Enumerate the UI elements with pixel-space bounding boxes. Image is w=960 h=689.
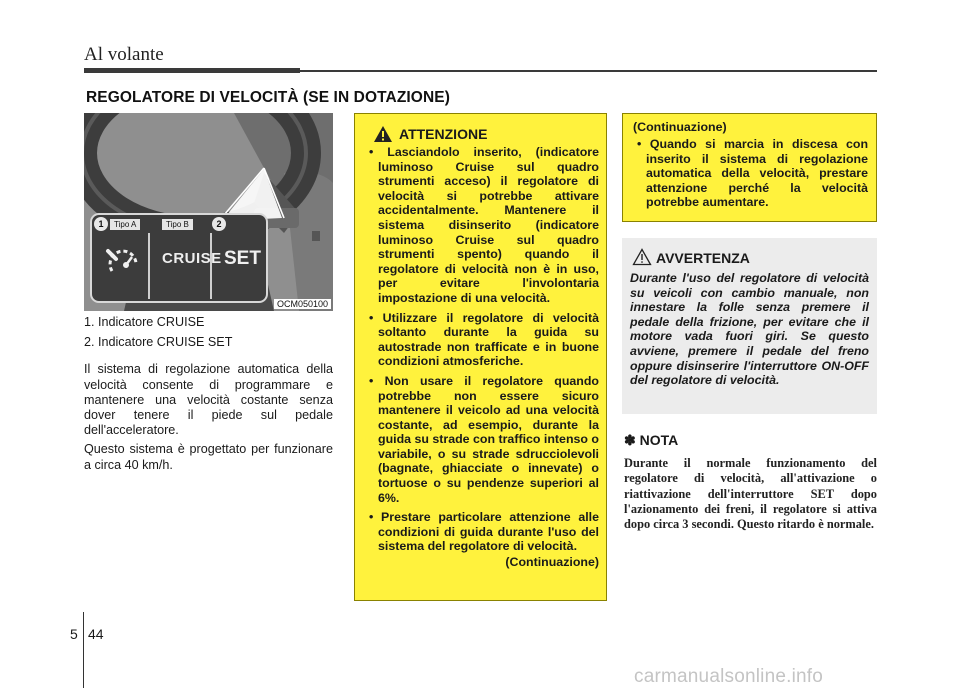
warning-triangle-icon (373, 125, 393, 143)
caution-triangle-icon (632, 248, 652, 266)
continuation-box (622, 113, 877, 222)
tipo-b-label: Tipo B (162, 219, 193, 230)
image-code: OCM050100 (274, 299, 331, 309)
continuation-item: • Quando si marcia in discesa con inserito il sistema di regolazione automatica della velocità, prestare attenzione perché la velocità potrebbe aumentare. (637, 137, 869, 210)
caption-1: 1. Indicatore CRUISE (84, 315, 205, 329)
avvertenza-title: AVVERTENZA (656, 250, 750, 266)
header-rule-thick (84, 68, 300, 73)
attenzione-item-1: • Lasciandolo inserito, (indicatore luminoso Cruise sul quadro strumenti acceso) il regolatore di velocità si potrebbe attivare accidentalmente. Mantenere il sistema disinserito (indicatore luminoso Cruise sul quadro strumenti spento) quando il regolatore di velocità non è in uso, per evitare l'involontaria impostazione di una velocità. (369, 145, 599, 305)
attenzione-item-3: • Non usare il regolatore quando potrebbe non essere sicuro mantenere il veicolo ad una velocità costante, ad esempio, durante la guida su strade con traffico intenso o variabile, o su strade sdrucciolevoli (bagnate, ghiacciate o innevate) o tortuose o su pendenze superiori al 6%. (369, 373, 600, 505)
avvertenza-header (632, 246, 869, 268)
speedometer-icon (102, 241, 142, 281)
marker-1: 1 (94, 217, 108, 231)
attenzione-box (354, 113, 607, 601)
steering-wheel-photo (84, 113, 333, 311)
avvertenza-box (622, 238, 877, 414)
left-text-column (84, 315, 333, 473)
cruise-indicator-label: CRUISE (162, 250, 222, 267)
inset-divider-1 (148, 233, 150, 299)
marker-2: 2 (212, 217, 226, 231)
attenzione-continued: (Continuazione) (505, 555, 599, 570)
attenzione-header (373, 123, 599, 145)
page-header-title: Al volante (84, 44, 164, 65)
section-number: 5 (70, 626, 78, 642)
attenzione-item-4: • Prestare particolare attenzione alle condizioni di guida durante l'uso del sistema del regolatore di velocità. (369, 510, 599, 554)
caption-2: 2. Indicatore CRUISE SET (84, 335, 233, 350)
attenzione-title: ATTENZIONE (399, 126, 488, 142)
page-number-divider (83, 612, 84, 688)
tipo-a-label: Tipo A (110, 219, 140, 230)
watermark: carmanualsonline.info (634, 666, 824, 687)
attenzione-item-2: • Utilizzare il regolatore di velocità soltanto durante la guida su autostrade non trafficate e in buone condizioni atmosferiche. (369, 310, 599, 369)
cruise-indicator-inset (90, 213, 268, 303)
continuation-label: (Continuazione) (633, 120, 727, 134)
section-title: REGOLATORE DI VELOCITÀ (SE IN DOTAZIONE) (86, 89, 450, 106)
avvertenza-body: Durante l'uso del regolatore di velocità su veicoli con cambio manuale, non innestare la folle senza premere il pedale della frizione, per evitare che il motore vada fuori giri. Se questo avviene, premere il pedale del freno oppure disinserire l'interruttore ON-OFF del regolatore di velocità. (630, 271, 869, 388)
paragraph-1: Il sistema di regolazione automatica della velocità consente di programmare e mantenere una velocità costante senza dover tenere il piede sul pedale dell'acceleratore. (84, 362, 333, 438)
paragraph-2: Questo sistema è progettato per funzionare a circa 40 km/h. (84, 442, 333, 472)
set-indicator-label: SET (224, 248, 261, 269)
header-rule-thin (300, 70, 877, 72)
nota-title: ✽ NOTA (624, 432, 679, 448)
page-number: 44 (88, 626, 104, 642)
nota-body: Durante il normale funzionamento del regolatore di velocità, all'attivazione o riattivazione dell'interruttore SET dopo l'azionamento dei freni, il regolatore si attiva dopo circa 3 secondi. Questo ritardo è normale. (624, 456, 877, 532)
